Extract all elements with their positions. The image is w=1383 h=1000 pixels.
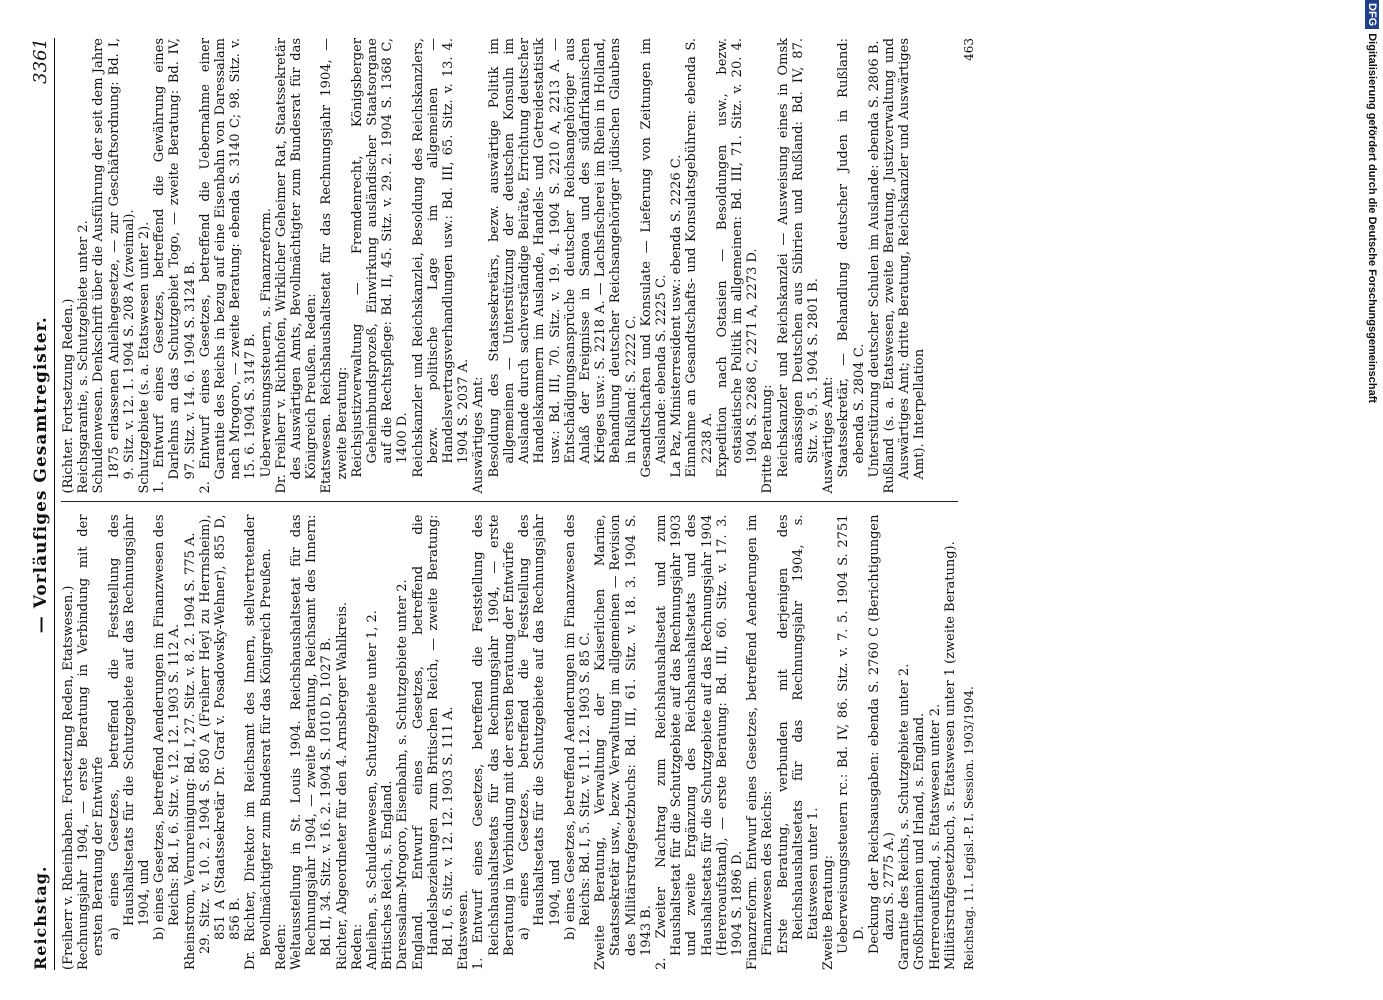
page-number: 3361: [30, 38, 51, 84]
entry: Rheinstrom, Verunreinigung: Bd. I, 27. Sitz. v. 8. 2. 1904 S. 775 A.: [182, 532, 198, 970]
entry: Schutzgebiete (s. a. Etatswesen unter 2).: [137, 221, 153, 494]
entry: Ueberweisungssteuern, s. Finanzreform.: [258, 208, 274, 478]
entry: Richter, Abgeordneter für den 4. Arnsberger Wahlkreis.: [334, 601, 350, 970]
entry: La Paz, Ministerresident usw.: ebenda S. 2226 C.: [669, 154, 685, 478]
entry: 1. Entwurf eines Gesetzes, betreffend die Gewährung eines Darlehns an das Schutzgebiet Togo, — zweite Beratung: Bd. IV, 97. Sitz. v. 14. 6. 1904 S. 3124 B.: [152, 38, 198, 494]
entry: Etatswesen. Reichshaushaltsetat für das Rechnungsjahr 1904, — zweite Beratung:: [319, 38, 350, 494]
entry: Deckung der Reichsausgaben: ebenda S. 2760 C (Berichtigungen dazu S. 2775 A.): [866, 514, 897, 954]
entry: Auswärtiges Amt:: [821, 376, 837, 494]
entry: 2. Entwurf eines Gesetzes, betreffend die Uebernahme einer Garantie des Reichs in bezug auf eine Eisenbahn von Daressalam nach Mrogoro, — zweite Beratung: ebenda S. 3140 C; 98. Sitz. v. 15. 6. 1904 S. 3147 B.: [197, 38, 259, 494]
entry: (Richter. Fortsetzung Reden.): [61, 298, 76, 494]
entry: Reichsgarantie, s. Schutzgebiete unter 2.: [76, 220, 92, 494]
footer-right: 463: [961, 38, 976, 61]
entry: Daressalam-Mrogoro, Eisenbahn, s. Schutzgebiete unter 2.: [395, 579, 411, 970]
header-title: — Vorläufiges Gesamtregister.: [31, 316, 51, 634]
entry: a) eines Gesetzes, betreffend die Feststellung des Haushaltsetats für die Schutzgebiete auf das Rechnungsjahr 1904, und: [517, 514, 563, 940]
entry: Reichskanzler und Reichskanzlei, Besoldung des Reichskanzlers, bezw. politische Lage im allgemeinen — Handelsvertragsverhandlungen usw.: Bd. III, 65. Sitz. v. 13. 4. 1904 S. 2037 A.: [410, 38, 472, 478]
entry: Dritte Beratung:: [760, 384, 776, 494]
right-column: [61, 38, 958, 503]
entry: Expedition nach Ostasien — Besoldungen usw., bezw. ostasiatische Politik im allgemeinen: Bd. III, 71. Sitz. v. 20. 4. 1904 S. 2268 C, 2271 A, 2273 D.: [714, 38, 761, 478]
entry: (Freiherr v. Rheinbaben. Fortsetzung Reden, Etatswesen.): [61, 585, 76, 970]
entry: Finanzreform. Entwurf eines Gesetzes, betreffend Aenderungen im Finanzwesen des Reichs:: [745, 514, 776, 970]
entry: Etatswesen.: [456, 889, 472, 970]
entry: Garantie des Reichs, s. Schutzgebiete unter 2.: [897, 663, 913, 970]
entry: Rechnungsjahr 1904, — erste Beratung in Verbindung mit der ersten Beratung der Entwürfe: [76, 514, 107, 970]
stamp-text-row: [1362, 0, 1382, 1000]
entry: Zweite Beratung, Verwaltung der Kaiserlichen Marine, Staatssekretär usw., bezw. Verwaltung im allgemeinen — Revision des Militärstrafgesetzbuchs: Bd. III, 61. Sitz. v. 18. 3. 1904 S. 1943 B.: [593, 514, 654, 970]
entry: Britisches Reich, s. England.: [380, 780, 396, 970]
footer-left: Reichstag. 11. Legisl.-P. I. Session. 1903/1904.: [961, 686, 976, 970]
columns: [61, 38, 958, 970]
entry: Militärstrafgesetzbuch, s. Etatswesen unter 1 (zweite Beratung).: [942, 541, 958, 970]
entry: Reden:: [273, 923, 289, 970]
page-header: [30, 38, 55, 970]
entry: Erste Beratung, verbunden mit derjenigen des Reichshaushaltsetats für das Rechnungsjahr 1904, s. Etatswesen unter 1.: [775, 514, 821, 954]
entry: Einnahme an Gesandtschafts- und Konsulatsgebühren: ebenda S. 2238 A.: [684, 38, 715, 478]
entry: 2. Zweiter Nachtrag zum Reichshaushaltsetat und zum Haushaltsetat für die Schutzgebiete auf das Rechnungsjahr 1903 und zweite Ergänzung des Reichshaushaltsetats und des Haushaltsetats für die Schutzgebiete auf das Rechnungsjahr 1904 (Hereroaufstand), — erste Beratung: Bd. III, 60. Sitz. v. 17. 3. 1904 S. 1896 D.: [653, 514, 745, 970]
entry: Auswärtiges Amt:: [471, 376, 487, 494]
entry: Reichskanzler und Reichskanzlei — Ausweisung eines in Omsk ansässigen Deutschen aus Sibirien und Rußland: Bd. IV, 87. Sitz. v. 9. 5. 1904 S. 2801 B.: [775, 38, 821, 478]
entry: b) eines Gesetzes, betreffend Aenderungen im Finanzwesen des Reichs: Bd. I, 6. Sitz. v. 12. 12. 1903 S. 112 A.: [152, 514, 183, 940]
entry: Dr. Freiherr v. Richthofen, Wirklicher Geheimer Rat, Staatssekretär des Auswärtigen Amts, Bevollmächtigter zum Bundesrat für das Königreich Preußen. Reden:: [273, 38, 320, 494]
stamp-text: Digitalisierung gefördert durch die Deutsche Forschungsgemeinschaft: [1366, 33, 1378, 404]
entry: a) eines Gesetzes, betreffend die Feststellung des Haushaltsetats für die Schutzgebiete auf das Rechnungsjahr 1904, und: [106, 514, 153, 940]
entry: Dr. Richter, Direktor im Reichsamt des Innern, stellvertretender Bevollmächtigter zum Bundesrat für das Königreich Preußen.: [243, 514, 274, 970]
entry: Weltausstellung in St. Louis 1904. Reichshaushaltsetat für das Rechnungsjahr 1904, — zweite Beratung, Reichsamt des Innern: Bd. II, 34. Sitz. v. 16. 2. 1904 S. 1010 D, 1027 B.: [289, 514, 335, 970]
entry: Besoldung des Staatssekretärs, bezw. auswärtige Politik im allgemeinen — Unterstützung der deutschen Konsuln im Auslande durch sachverständige Beiräte, Errichtung deutscher Handelskammern im Auslande, Handels- und Getreidestatistik usw.: Bd. III, 70. Sitz. v. 19. 4. 1904 S. 2210 A, 2213 A. — Entschädigungsansprüche deutscher Reichsangehöriger aus Anlaß der Ereignisse in Samoa und des südafrikanischen Krieges usw.: S. 2218 A. — Lachsfischerei im Rhein in Holland, Behandlung deutscher Reichsangehöriger jüdischen Glaubens in Rußland: S. 2222 C.: [486, 38, 639, 478]
entry: b) eines Gesetzes, betreffend Aenderungen im Finanzwesen des Reichs: Bd. I, 5. Sitz. v. 11. 12. 1903 S. 85 C.: [562, 514, 593, 940]
entry: Zweite Beratung:: [821, 855, 837, 970]
entry: Reichsjustizverwaltung — Fremdenrecht, Königsberger Geheimbundsprozeß, Einwirkung ausländischer Staatsorgane auf die Rechtspflege: Bd. II, 45. Sitz. v. 29. 2. 1904 S. 1368 C, 1400 D.: [349, 38, 411, 478]
entry: Schuldenwesen. Denkschrift über die Ausführung der seit dem Jahre 1875 erlassenen Anleihegesetze, — zur Geschäftsordnung: Bd. I, 9. Sitz. v. 12. 1. 1904 S. 208 A (zweimal).: [91, 38, 137, 494]
entry: Rußland (s. a. Etatswesen, zweite Beratung, Justizverwaltung und Auswärtiges Amt; dritte Beratung, Reichskanzler und Auswärtiges Amt). Interpellation: [881, 38, 928, 494]
page-footer: [962, 38, 976, 970]
dfg-logo: DFG: [1365, 0, 1379, 29]
entry: 29. Sitz. v. 10. 2. 1904 S. 850 A (Freiherr Heyl zu Herrnsheim), 851 A (Staatssekretär Dr. Graf v. Posadowsky-Wehner), 855 D, 856 B.: [197, 514, 244, 954]
entry: Herreroaufstand, s. Etatswesen unter 2.: [927, 703, 943, 970]
entry: Reden:: [349, 923, 365, 970]
entry: 1. Entwurf eines Gesetzes, betreffend die Feststellung des Reichshaushaltsetats für das Rechnungsjahr 1904, — erste Beratung in Verbindung mit der ersten Beratung der Entwürfe: [471, 514, 517, 970]
entry: Gesandtschaften und Konsulate — Lieferung von Zeitungen im Auslande: ebenda S. 2225 C.: [638, 38, 669, 478]
dfg-stamp: [1362, 0, 1382, 1000]
left-column: [61, 515, 958, 971]
entry: Unterstützung deutscher Schulen im Auslande: ebenda S. 2806 B.: [866, 40, 882, 478]
header-left: Reichstag.: [31, 865, 50, 970]
entry: Ueberweisungssteuern rc.: Bd. IV, 86. Sitz. v. 7. 5. 1904 S. 2751 D.: [836, 514, 867, 954]
entry: Staatssekretär, — Behandlung deutscher Juden in Rußland: ebenda S. 2804 C.: [836, 38, 867, 478]
entry: England. Entwurf eines Gesetzes, betreffend die Handelsbeziehungen zum Britischen Reich, — zweite Beratung: Bd. I, 6. Sitz. v. 12. 12. 1903 S. 111 A.: [410, 514, 457, 970]
entry: Großbritannien und Irland, s. England.: [912, 712, 928, 970]
entry: Anleihen, s. Schuldenwesen, Schutzgebiete unter 1, 2.: [365, 610, 381, 970]
